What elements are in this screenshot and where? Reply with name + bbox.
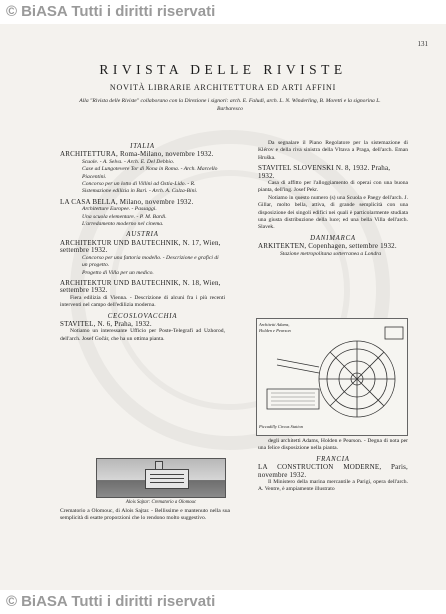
publication-heading: LA CASA BELLA, Milano, novembre 1932. xyxy=(60,197,194,206)
article-item: Progetto di Villa per un medico. xyxy=(82,269,154,276)
article-paragraph: Notiamo in questo numero (s) una Scuola e Paegy dell'arch. J. Gillar, molto bella, attiva, di grande semplicità con una disposizione dei singoli edifici nei quali è particolarmente studiata una giusta distribuzione della luce; ed una bella Villa dell'arch. Slavek. xyxy=(258,194,408,231)
article-paragraph: Fiera edilizia di Vienna. - Descrizione di alcuni fra i più recenti interventi nel campo dell'edilizia moderna. xyxy=(60,294,225,309)
country-heading: ITALIA xyxy=(130,143,155,150)
plan-room xyxy=(385,327,403,339)
article-item: Concorso per una fattoria modello. - Descrizione e grafici di un progetto. xyxy=(82,254,219,269)
plan-caption-architects: Architetti Adams, Holden e Pearson xyxy=(259,322,291,333)
article-item: Una scuola elementare. - P. M. Bardi. xyxy=(82,213,167,220)
article-item: L'arredamento moderno nel cinema. xyxy=(82,221,164,228)
page-title: RIVISTA DELLE RIVISTE xyxy=(99,62,347,77)
contributors-credit: Alla "Rivista delle Riviste" collaborano con la Direzione i signori: arch. E. Faludi, arch. L. N. Winderling, B. Moretti e la signorina L. Barbaresco xyxy=(79,98,381,112)
watermark-text: BiASA Tutti i diritti riservati xyxy=(21,593,216,610)
station-plan-drawing xyxy=(256,318,408,436)
publication-heading: STAVITEL, N. 6, Praha, 1932. xyxy=(60,319,152,328)
right-bottom-column xyxy=(258,438,408,494)
article-item: Sistemazione edilizia in Bari. - Arch. A. Calza-Bini. xyxy=(82,188,198,195)
copyright-symbol: © xyxy=(6,3,18,20)
photo-building xyxy=(145,469,189,489)
article-paragraph: Il Ministero della marina mercantile a Parigi, opera dell'arch. A. Ventre, è ampiamente illustrato xyxy=(258,479,408,493)
plan-svg xyxy=(257,319,408,436)
article-paragraph: Notiamo un interessante Ufficio per Poste-Telegrafi ad Uzhorod, dell'arch. Josef Gočár, che ha un ottima pianta. xyxy=(60,328,225,342)
photo-caption: Alois Sajtar: Crematorio a Olomouc xyxy=(125,500,197,505)
left-column xyxy=(60,140,225,343)
publication-heading: ARCHITEKTUR UND BAUTECHNIK, N. 17, Wien, settembre 1932. xyxy=(60,238,221,255)
article-paragraph: Casa di affitto per l'alloggiamento di operai con una buona pianta, dell'ing. Josef Pekr. xyxy=(258,180,408,194)
publication-heading: ARCHITEKTUR UND BAUTECHNIK, N. 18, Wien, settembre 1932. xyxy=(60,278,221,295)
publication-heading: ARCHITETTURA, Roma-Milano, novembre 1932. xyxy=(60,150,214,159)
article-item: Concorso per un lotto di Villini ad Ostia-Lido. - R. xyxy=(82,181,196,188)
article-paragraph: degli architetti Adams, Holden e Pearson. - Degna di nota per una felice disposizione nella pianta. xyxy=(258,438,408,452)
copyright-symbol: © xyxy=(6,593,18,610)
country-heading: FRANCIA xyxy=(316,455,350,463)
page-number: 131 xyxy=(417,40,428,48)
crematorium-photo xyxy=(96,458,226,498)
country-heading: CECOSLOVACCHIA xyxy=(107,312,178,320)
article-item: Architetture Europee. - Passaggi. xyxy=(82,206,157,213)
publication-heading: LA CONSTRUCTION MODERNE, Paris, novembre 1932. xyxy=(258,463,408,479)
page-subtitle: NOVITÀ LIBRARIE ARCHITETTURA ED ARTI AFFINI xyxy=(109,83,337,92)
country-heading: DANIMARCA xyxy=(310,234,356,242)
photo-description: Crematorio a Olomouc, di Alois Sajtar. - Bellissime e mantenuto nella sua semplicità di esatte proporzioni che lo rendono molto suggestivo. xyxy=(60,508,230,522)
publication-heading: STAVITEL SLOVENSKI N. 8, 1932. Praha, 1932. xyxy=(258,164,391,180)
country-heading: AUSTRIA xyxy=(126,231,159,239)
article-item: Stazione metropolitana sotterranea a Londra xyxy=(280,250,382,257)
watermark-bottom xyxy=(0,590,446,614)
plan-passage xyxy=(267,389,319,409)
watermark-text: BiASA Tutti i diritti riservati xyxy=(21,3,216,20)
watermark-top xyxy=(0,0,446,24)
article-item: Case ad Lungotevere Tor di Nona in Roma. - Arch. Marcello Piacentini. xyxy=(82,166,218,180)
article-item: Scuole. - A. Selva. - Arch. E. Del Debbio. xyxy=(82,158,175,165)
publication-heading: ARKITEKTEN, Copenhagen, settembre 1932. xyxy=(258,242,397,251)
article-paragraph: Da segnalare il Piano Regolatore per la sistemazione di Klérov e della riva sinistra della Vltava a Praga, dell'arch. Eman Hruška. xyxy=(258,140,408,161)
plan-caption-station: Piccadilly Circus Station xyxy=(259,424,303,429)
right-column xyxy=(258,140,408,258)
